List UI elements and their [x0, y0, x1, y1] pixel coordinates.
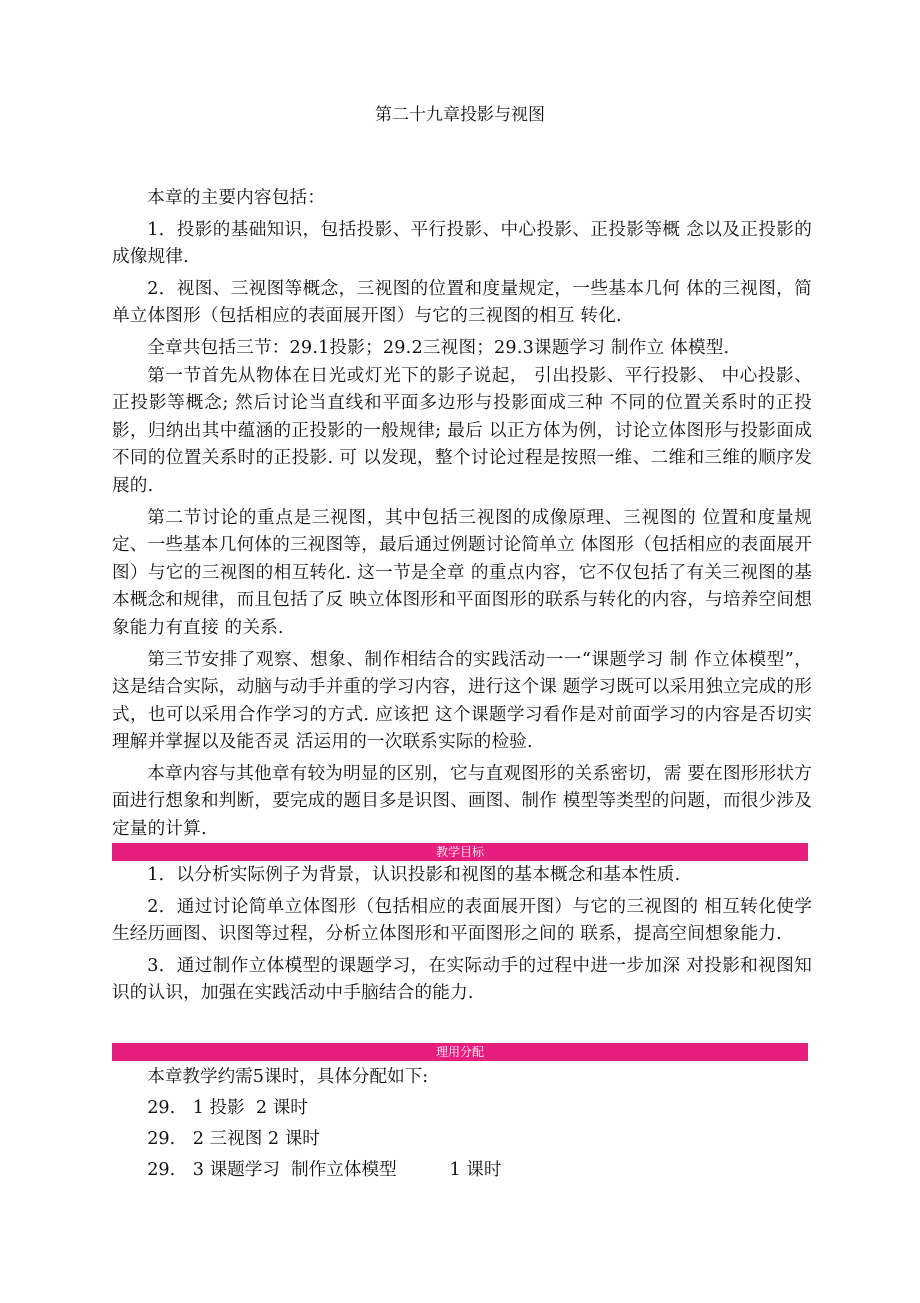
chapter-title: 第二十九章投影与视图	[375, 105, 545, 125]
goal-item: 3．通过制作立体模型的课题学习，在实际动手的过程中进一步加深 对投影和视图知识的认识，加强在实践活动中手脑结合的能力.	[112, 955, 812, 1004]
section-banner-allocation: 理用分配	[112, 1043, 808, 1061]
allocation-row: 29. 3 课题学习 制作立体模型 1 课时	[147, 1160, 502, 1180]
intro-paragraph: 第三节安排了观察、想象、制作相结合的实践活动一一“课题学习 制 作立体模型”，这是结合实际，动脑与动手并重的学习内容，进行这个课 题学习既可以采用独立完成的形式，也可以采用合作学习的方式. 应该把 这个课题学习看作是对前面学习的内容是否切实理解并掌握以及能否灵 活运用的一次联系实际的检验.	[112, 649, 812, 753]
allocation-row: 29. 1 投影 2 课时	[147, 1098, 308, 1118]
intro-paragraph: 本章内容与其他章有较为明显的区别，它与直观图形的关系密切，需 要在图形形状方面进行想象和判断，要完成的题目多是识图、画图、制作 模型等类型的问题，而很少涉及定量的计算.	[112, 763, 812, 840]
allocation-intro: 本章教学约需5课时，具体分配如下:	[147, 1067, 429, 1087]
goal-item: 2．通过讨论简单立体图形（包括相应的表面展开图）与它的三视图的 相互转化使学生经历画图、识图等过程，分析立体图形和平面图形之间的 联系，提高空间想象能力.	[112, 896, 812, 945]
goals-section	[112, 862, 812, 1008]
intro-section	[112, 185, 812, 844]
goal-item: 1．以分析实际例子为背景，认识投影和视图的基本概念和基本性质.	[147, 865, 681, 885]
allocation-section	[112, 1062, 812, 1186]
section-banner-goals: 教学目标	[112, 843, 808, 861]
intro-paragraph: 1．投影的基础知识，包括投影、平行投影、中心投影、正投影等概 念以及正投影的成像规律.	[112, 219, 812, 268]
intro-paragraph: 本章的主要内容包括：	[147, 188, 326, 208]
allocation-row: 29. 2 三视图 2 课时	[147, 1129, 320, 1149]
intro-paragraph: 第一节首先从物体在日光或灯光下的影子说起， 引出投影、平行投影、 中心投影、正投影等概念; 然后讨论当直线和平面多边形与投影面成三种 不同的位置关系时的正投影，归纳出其中蕴涵的正投影的一般规律; 最后 以正方体为例，讨论立体图形与投影面成不同的位置关系时的正投影. 可 以发现，整个讨论过程是按照一维、二维和三维的顺序发展的.	[112, 365, 812, 496]
intro-paragraph: 2．视图、三视图等概念，三视图的位置和度量规定，一些基本几何 体的三视图，简单立体图形（包括相应的表面展开图）与它的三视图的相互 转化.	[112, 278, 812, 327]
intro-paragraph: 第二节讨论的重点是三视图，其中包括三视图的成像原理、三视图的 位置和度量规定、一些基本几何体的三视图等，最后通过例题讨论简单立 体图形（包括相应的表面展开图）与它的三视图的相互转化. 这一节是全章 的重点内容，它不仅包括了有关三视图的基本概念和规律，而且包括了反 映立体图形和平面图形的联系与转化的内容，与培养空间想象能力有直接 的关系.	[112, 507, 812, 638]
intro-paragraph: 全章共包括三节：29.1投影；29.2三视图；29.3课题学习 制作立 体模型.	[147, 337, 730, 358]
